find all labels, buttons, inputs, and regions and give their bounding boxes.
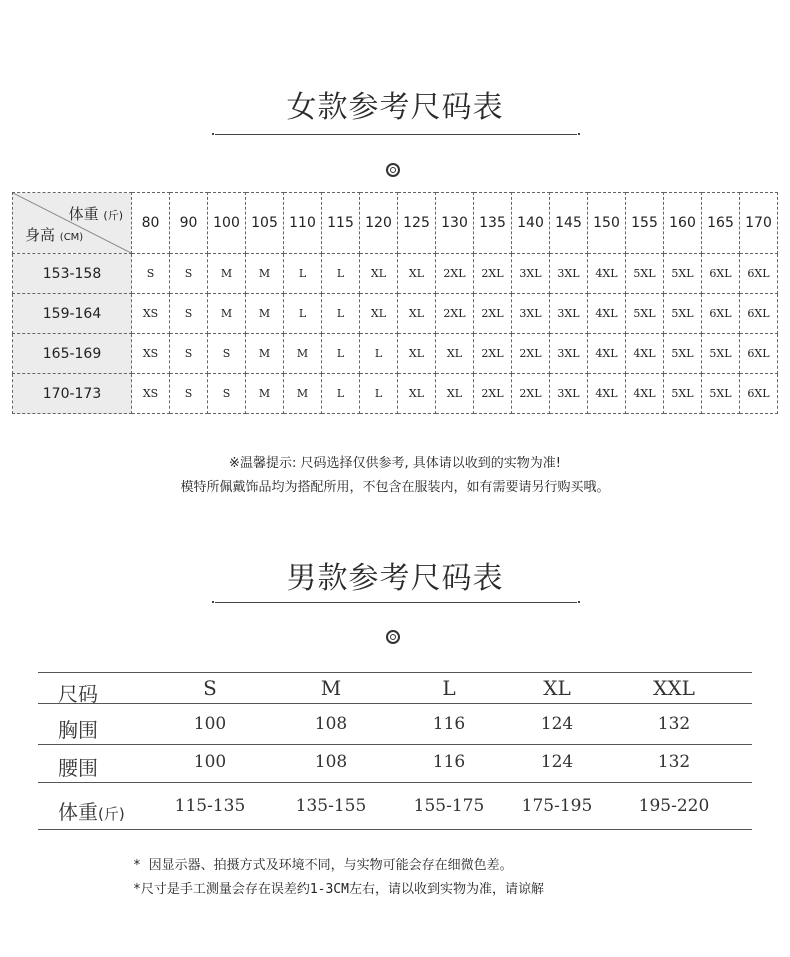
size-cell: 5XL xyxy=(664,334,702,374)
size-cell: M xyxy=(284,334,322,374)
size-cell: 5XL xyxy=(664,294,702,334)
weight-value-cell: 135-155 xyxy=(295,796,367,816)
table-row xyxy=(13,374,778,414)
men-weight-row xyxy=(38,796,752,822)
men-note-1: * 因显示器、拍摄方式及环境不同，与实物可能会存在细微色差。 xyxy=(133,858,513,873)
size-cell: M xyxy=(208,254,246,294)
size-cell: 6XL xyxy=(740,334,778,374)
size-cell: 4XL xyxy=(588,294,626,334)
size-cell: 3XL xyxy=(550,294,588,334)
size-cell: 3XL xyxy=(550,334,588,374)
size-cell: 4XL xyxy=(626,374,664,414)
men-table-line xyxy=(38,672,752,673)
waist-value-cell: 116 xyxy=(432,752,466,772)
size-cell: XL xyxy=(436,334,474,374)
corner-height xyxy=(25,224,83,245)
size-cell: 2XL xyxy=(474,374,512,414)
size-header-cell: L xyxy=(442,676,456,700)
size-cell: XL xyxy=(398,334,436,374)
table-row xyxy=(13,334,778,374)
size-cell: L xyxy=(322,254,360,294)
weight-header-cell: 105 xyxy=(246,193,284,254)
men-waist-row xyxy=(38,752,752,778)
size-cell: XL xyxy=(398,254,436,294)
size-cell: L xyxy=(284,254,322,294)
size-cell: 5XL xyxy=(626,294,664,334)
weight-header-cell: 135 xyxy=(474,193,512,254)
size-cell: L xyxy=(360,374,398,414)
chest-value-cell: 116 xyxy=(432,714,466,734)
men-title: 男款参考尺码表 xyxy=(286,561,504,596)
chest-value-cell: 108 xyxy=(314,714,348,734)
size-cell: 3XL xyxy=(550,374,588,414)
size-cell: L xyxy=(360,334,398,374)
men-header-row xyxy=(38,676,752,706)
chest-value-cell: 100 xyxy=(193,714,227,734)
men-waist-label: 腰围 xyxy=(58,756,98,780)
men-size-label: 尺码 xyxy=(58,682,98,706)
waist-value-cell: 124 xyxy=(540,752,574,772)
size-cell: 2XL xyxy=(436,294,474,334)
size-cell: XL xyxy=(360,254,398,294)
men-weight-head xyxy=(58,796,125,825)
height-range-cell: 159-164 xyxy=(13,294,132,334)
size-cell: 5XL xyxy=(626,254,664,294)
size-cell: 2XL xyxy=(512,334,550,374)
size-header-cell: XL xyxy=(543,676,571,700)
table-corner-header xyxy=(13,193,132,254)
size-header-cell: S xyxy=(203,676,217,700)
size-cell: L xyxy=(284,294,322,334)
chest-value-cell: 124 xyxy=(540,714,574,734)
table-row xyxy=(13,294,778,334)
size-cell: 4XL xyxy=(588,254,626,294)
weight-header-cell: 165 xyxy=(702,193,740,254)
corner-weight xyxy=(69,203,123,224)
waist-value-cell: 100 xyxy=(193,752,227,772)
size-cell: 4XL xyxy=(588,334,626,374)
weight-header-cell: 125 xyxy=(398,193,436,254)
size-cell: M xyxy=(246,374,284,414)
weight-header-cell: 130 xyxy=(436,193,474,254)
waist-value-cell: 132 xyxy=(657,752,691,772)
waist-value-cell: 108 xyxy=(314,752,348,772)
size-cell: 4XL xyxy=(588,374,626,414)
size-cell: 4XL xyxy=(626,334,664,374)
men-chest-row xyxy=(38,714,752,740)
rule-dot xyxy=(212,601,214,603)
corner-height-label: 身高 xyxy=(25,226,56,244)
height-range-cell: 153-158 xyxy=(13,254,132,294)
size-cell: XS xyxy=(132,294,170,334)
weight-header-cell: 155 xyxy=(626,193,664,254)
size-cell: M xyxy=(246,294,284,334)
weight-header-cell: 150 xyxy=(588,193,626,254)
size-cell: 6XL xyxy=(740,374,778,414)
size-cell: 5XL xyxy=(702,374,740,414)
size-cell: 3XL xyxy=(512,294,550,334)
weight-header-cell: 160 xyxy=(664,193,702,254)
weight-header-cell: 115 xyxy=(322,193,360,254)
weight-value-cell: 175-195 xyxy=(521,796,593,816)
size-header-cell: XXL xyxy=(653,676,695,700)
size-cell: M xyxy=(208,294,246,334)
rule-dot xyxy=(578,133,580,135)
size-cell: XL xyxy=(398,294,436,334)
weight-value-cell: 115-135 xyxy=(174,796,246,816)
weight-value-cell: 155-175 xyxy=(413,796,485,816)
size-cell: S xyxy=(170,334,208,374)
size-cell: 3XL xyxy=(550,254,588,294)
men-table-line xyxy=(38,703,752,704)
women-title: 女款参考尺码表 xyxy=(286,90,504,125)
men-title-rule xyxy=(215,602,577,603)
size-cell: 2XL xyxy=(436,254,474,294)
weight-header-cell: 80 xyxy=(132,193,170,254)
women-title-rule xyxy=(215,134,577,135)
size-cell: S xyxy=(170,254,208,294)
size-cell: L xyxy=(322,374,360,414)
table-row xyxy=(13,254,778,294)
weight-header-cell: 120 xyxy=(360,193,398,254)
ring-ornament-icon xyxy=(386,163,400,177)
size-cell: 6XL xyxy=(702,294,740,334)
corner-height-unit: (CM) xyxy=(59,232,84,243)
weight-header-cell: 90 xyxy=(170,193,208,254)
weight-header-cell: 170 xyxy=(740,193,778,254)
size-cell: M xyxy=(246,254,284,294)
size-header-cell: M xyxy=(320,676,342,700)
weight-header-cell: 145 xyxy=(550,193,588,254)
size-cell: 5XL xyxy=(702,334,740,374)
size-cell: XL xyxy=(398,374,436,414)
size-cell: 2XL xyxy=(474,334,512,374)
size-cell: L xyxy=(322,294,360,334)
weight-value-cell: 195-220 xyxy=(638,796,710,816)
men-table-line xyxy=(38,782,752,783)
ring-ornament-icon xyxy=(386,630,400,644)
men-chest-label: 胸围 xyxy=(58,718,98,742)
size-cell: 5XL xyxy=(664,254,702,294)
size-cell: XS xyxy=(132,334,170,374)
women-note-2: 模特所佩戴饰品均为搭配所用，不包含在服装内，如有需要请另行购买哦。 xyxy=(180,480,610,495)
weight-header-cell: 100 xyxy=(208,193,246,254)
men-weight-label: 体重 xyxy=(58,800,98,824)
size-cell: XL xyxy=(436,374,474,414)
chest-value-cell: 132 xyxy=(657,714,691,734)
size-cell: 6XL xyxy=(740,254,778,294)
size-cell: S xyxy=(208,334,246,374)
men-table-line xyxy=(38,744,752,745)
rule-dot xyxy=(212,133,214,135)
corner-weight-unit: (斤) xyxy=(103,209,123,222)
size-cell: 2XL xyxy=(512,374,550,414)
corner-weight-label: 体重 xyxy=(68,205,99,223)
women-note-1: ※温馨提示: 尺码选择仅供参考, 具体请以收到的实物为准! xyxy=(229,456,561,471)
height-range-cell: 170-173 xyxy=(13,374,132,414)
size-cell: S xyxy=(208,374,246,414)
size-cell: S xyxy=(170,294,208,334)
height-range-cell: 165-169 xyxy=(13,334,132,374)
size-cell: M xyxy=(246,334,284,374)
size-cell: 2XL xyxy=(474,294,512,334)
size-cell: L xyxy=(322,334,360,374)
men-note-2: *尺寸是手工测量会存在误差约1-3CM左右，请以收到实物为准，请谅解 xyxy=(133,882,544,897)
size-cell: 2XL xyxy=(474,254,512,294)
size-cell: S xyxy=(170,374,208,414)
size-cell: 3XL xyxy=(512,254,550,294)
weight-header-cell: 110 xyxy=(284,193,322,254)
size-cell: S xyxy=(132,254,170,294)
weight-header-cell: 140 xyxy=(512,193,550,254)
women-size-table xyxy=(12,192,778,414)
rule-dot xyxy=(578,601,580,603)
size-cell: 6XL xyxy=(702,254,740,294)
men-table-line xyxy=(38,829,752,830)
size-cell: 5XL xyxy=(664,374,702,414)
size-cell: XS xyxy=(132,374,170,414)
size-cell: M xyxy=(284,374,322,414)
men-weight-unit: (斤) xyxy=(98,805,125,823)
size-cell: 6XL xyxy=(740,294,778,334)
size-cell: XL xyxy=(360,294,398,334)
